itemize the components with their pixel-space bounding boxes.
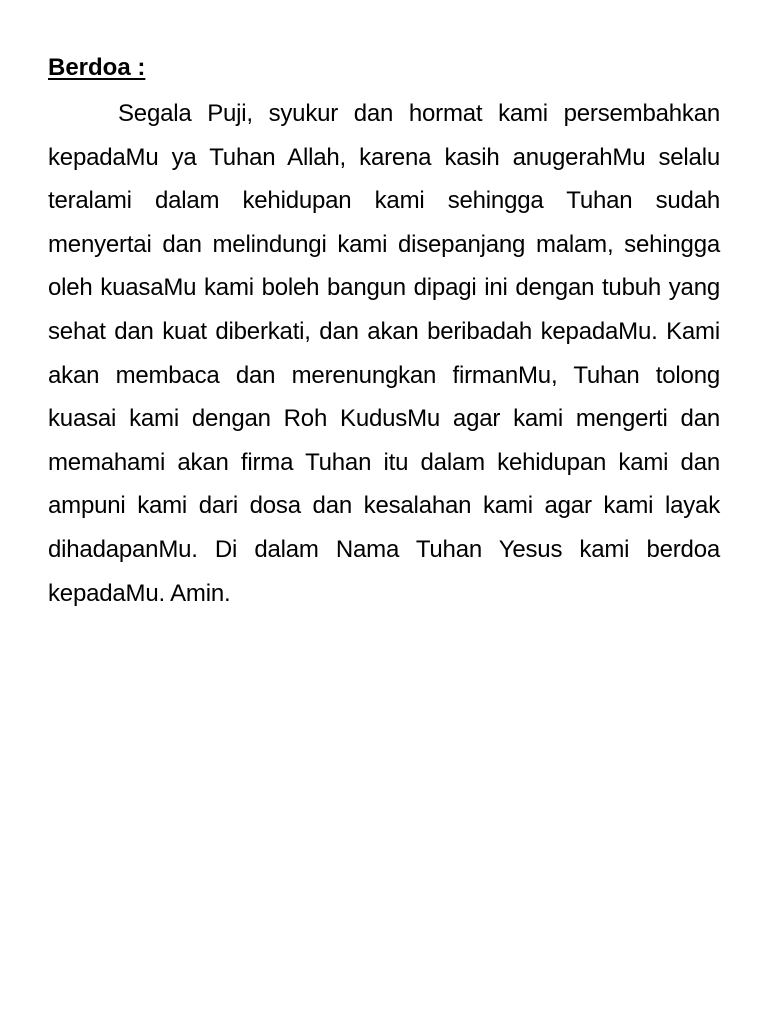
prayer-paragraph: Segala Puji, syukur dan hormat kami persembahkan kepadaMu ya Tuhan Allah, karena kasih anugerahMu selalu teralami dalam kehidupan kami sehingga Tuhan sudah menyertai dan melindungi kami disepanjang malam, sehingga oleh kuasaMu kami boleh bangun dipagi ini dengan tubuh yang sehat dan kuat diberkati, dan akan beribadah kepadaMu. Kami akan membaca dan merenungkan firmanMu, Tuhan tolong kuasai kami dengan Roh KudusMu agar kami mengerti dan memahami akan firma Tuhan itu dalam kehidupan kami dan ampuni kami dari dosa dan kesalahan kami agar kami layak dihadapanMu. Di dalam Nama Tuhan Yesus kami berdoa kepadaMu. Amin. bbox=[48, 100, 720, 607]
prayer-heading: Berdoa : bbox=[48, 54, 146, 81]
